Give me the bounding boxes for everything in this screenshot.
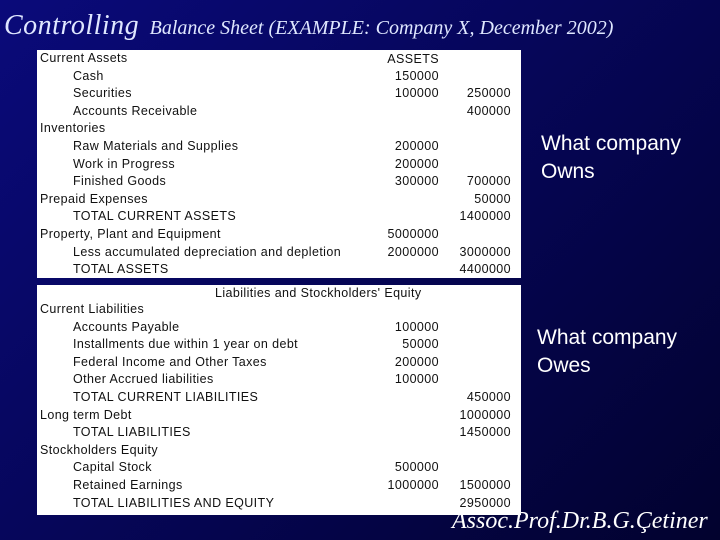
table-row (37, 227, 521, 245)
row-amount: 200000 (394, 354, 439, 369)
table-row (37, 192, 521, 210)
row-label: Current Assets (40, 51, 128, 65)
author-credit: Assoc.Prof.Dr.B.G.Çetiner (452, 508, 708, 534)
row-label: Retained Earnings (73, 478, 183, 492)
table-row (37, 121, 521, 139)
owns-note (541, 130, 681, 186)
table-row (37, 86, 521, 104)
row-label: Long term Debt (40, 407, 132, 422)
table-row (37, 355, 521, 373)
row-label: TOTAL CURRENT LIABILITIES (73, 390, 259, 404)
row-label: Current Liabilities (40, 302, 145, 316)
row-label: Other Accrued liabilities (73, 372, 214, 387)
row-label: Cash (73, 68, 104, 83)
row-amount: 2000000 (387, 244, 439, 259)
row-label: Federal Income and Other Taxes (73, 354, 267, 369)
table-row (37, 69, 521, 87)
row-total: 400000 (466, 103, 511, 118)
liabilities-header: Liabilities and Stockholders' Equity (215, 286, 422, 300)
title-main: Controlling (4, 10, 140, 41)
liabilities-table (37, 285, 521, 515)
row-label: Accounts Payable (73, 319, 180, 334)
row-label: Capital Stock (73, 460, 152, 475)
owns-note-line: What company (541, 132, 682, 155)
row-total: 4400000 (459, 262, 511, 277)
table-row (37, 460, 521, 478)
row-label: TOTAL CURRENT ASSETS (73, 209, 237, 224)
row-amount: 300000 (394, 174, 439, 189)
table-row (37, 478, 521, 496)
row-amount: 1000000 (387, 478, 439, 492)
row-label: Securities (73, 86, 132, 101)
row-amount: 100000 (394, 372, 439, 387)
row-label: Less accumulated depreciation and depletion (73, 244, 342, 259)
row-amount: 50000 (402, 337, 439, 352)
owes-note-line: Owes (537, 354, 591, 377)
row-label: Raw Materials and Supplies (73, 139, 239, 153)
row-label: TOTAL LIABILITIES AND EQUITY (73, 495, 275, 510)
row-total: 450000 (466, 390, 511, 404)
title-subtitle: Balance Sheet (EXAMPLE: Company X, December 2002) (149, 17, 614, 39)
row-total: 3000000 (459, 244, 511, 259)
table-row (37, 337, 521, 355)
table-row (37, 262, 521, 280)
table-row (37, 209, 521, 227)
table-row (37, 320, 521, 338)
row-label: TOTAL LIABILITIES (73, 425, 191, 440)
liabilities-header-row (37, 286, 521, 304)
row-label: Accounts Receivable (73, 103, 198, 118)
owes-note-line: What company (537, 326, 678, 349)
row-amount: 100000 (394, 86, 439, 101)
table-row (37, 157, 521, 175)
table-row (37, 425, 521, 443)
row-label: Property, Plant and Equipment (40, 227, 221, 241)
row-total: 250000 (466, 86, 511, 101)
row-amount: 200000 (394, 156, 439, 171)
assets-header: ASSETS (387, 52, 439, 66)
row-label: Finished Goods (73, 174, 167, 189)
table-row (37, 104, 521, 122)
row-label: Installments due within 1 year on debt (73, 337, 299, 352)
table-row (37, 245, 521, 263)
row-total: 700000 (466, 174, 511, 189)
row-total: 1400000 (459, 209, 511, 224)
table-row (37, 139, 521, 157)
row-label: Stockholders Equity (40, 442, 159, 457)
row-label: TOTAL ASSETS (73, 262, 169, 277)
table-row (37, 408, 521, 426)
row-label: Inventories (40, 121, 106, 136)
row-amount: 100000 (394, 319, 439, 334)
table-row (37, 372, 521, 390)
owns-note-line: Owns (541, 160, 595, 183)
slide-title (4, 10, 613, 42)
row-amount: 5000000 (387, 227, 439, 241)
row-total: 2950000 (459, 495, 511, 510)
row-total: 1500000 (459, 478, 511, 492)
row-label: Work in Progress (73, 156, 176, 171)
assets-table (37, 50, 521, 278)
row-amount: 500000 (394, 460, 439, 475)
row-total: 1000000 (459, 407, 511, 422)
table-row (37, 51, 521, 69)
row-amount: 200000 (394, 139, 439, 153)
table-row (37, 390, 521, 408)
table-row (37, 174, 521, 192)
row-label: Prepaid Expenses (40, 191, 148, 206)
table-row (37, 443, 521, 461)
row-total: 1450000 (459, 425, 511, 440)
row-amount: 150000 (394, 68, 439, 83)
table-row (37, 496, 521, 514)
row-total: 50000 (474, 191, 511, 206)
table-row (37, 302, 521, 320)
owes-note (537, 324, 677, 380)
